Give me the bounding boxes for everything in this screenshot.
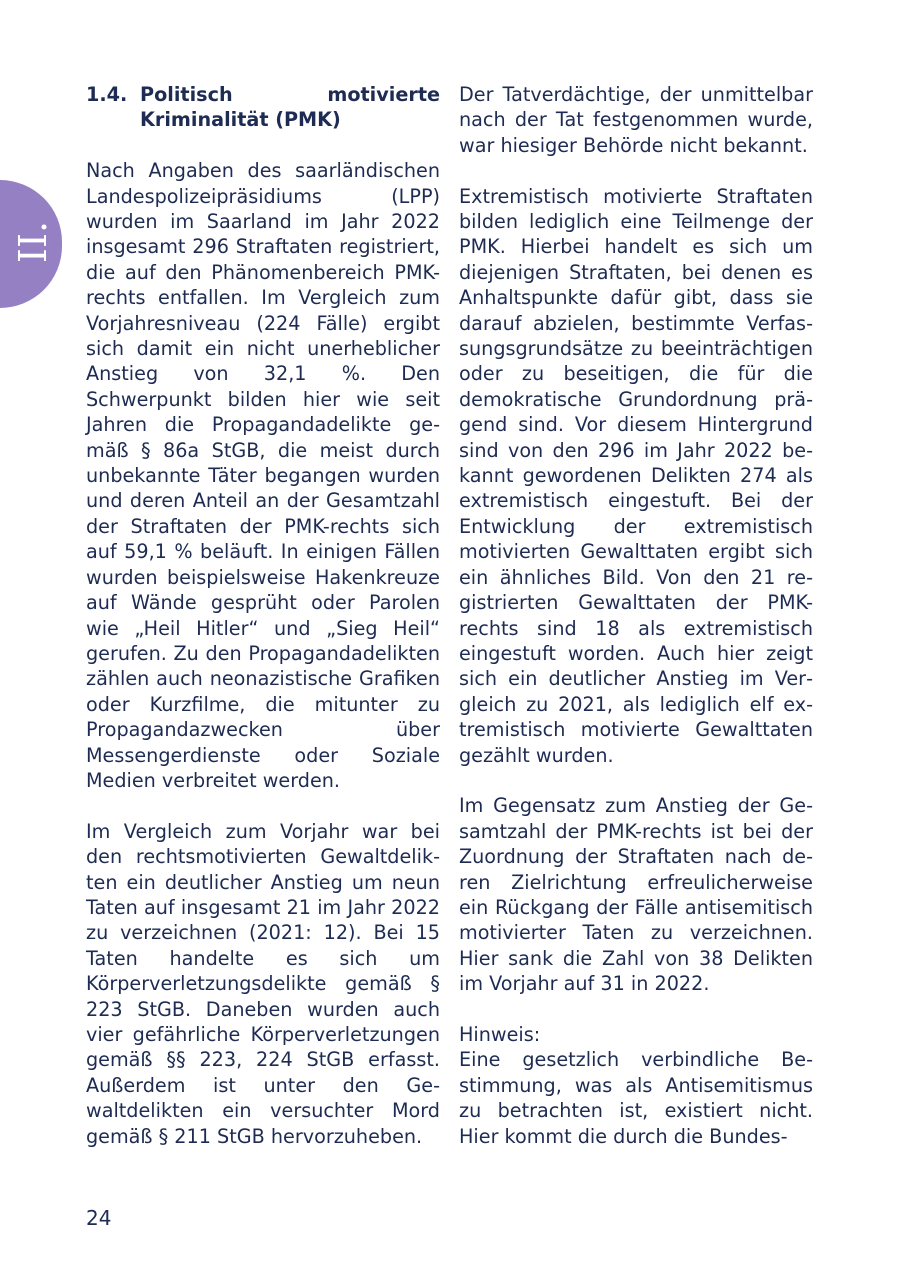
- left-column: [86, 82, 440, 1174]
- paragraph: Extremistisch motivierte Straftaten bilden lediglich eine Teilmenge der PMK. Hierbei handelt es sich um diejenigen Straftaten, bei denen es Anhaltspunkte dafür gibt, dass sie darauf abzielen, bestimmte Verfassungsgrundsätze zu beeinträchtigen oder zu beseitigen, die für die demokratische Grundordnung prägend sind. Vor diesem Hintergrund sind von den 296 im Jahr 2022 bekannt gewordenen Delikten 274 als extremistisch eingestuft. Bei der Entwicklung der extremistisch motivierten Gewalttaten ergibt sich ein ähnliches Bild. Von den 21 registrierten Gewalttaten der PMK-rechts sind 18 als extremistisch eingestuft worden. Auch hier zeigt sich ein deutlicher Anstieg im Vergleich zu 2021, als lediglich elf extremistisch motivierte Gewalttaten gezählt wurden.: [459, 184, 813, 767]
- paragraph: Im Vergleich zum Vorjahr war bei den rechtsmotivierten Gewaltdelikten ein deutlicher Anstieg um neun Taten auf insgesamt 21 im Jahr 2022 zu verzeichnen (2021: 12). Bei 15 Taten handelte es sich um Körperverletzungsdelikte gemäß § 223 StGB. Daneben wurden auch vier gefährliche Körperverletzungen gemäß §§ 223, 224 StGB erfasst. Außerdem ist unter den Gewaltdelikten ein versuchter Mord gemäß § 211 StGB hervorzuheben.: [86, 819, 440, 1148]
- section-title: Politisch motivierte Kriminalität (PMK): [140, 83, 440, 132]
- note-text: Eine gesetzlich verbindliche Bestimmung, was als Antisemitismus zu betrachten ist, existiert nicht. Hier kommt die durch die Bundes-: [459, 1048, 813, 1148]
- right-column: [459, 82, 813, 1149]
- section-heading: [86, 82, 440, 133]
- paragraph: Der Tatverdächtige, der unmittelbar nach der Tat festgenommen wurde, war hiesiger Behörde nicht bekannt.: [459, 83, 813, 157]
- chapter-tab-label: II.: [11, 220, 55, 264]
- note-label: Hinweis:: [459, 1022, 541, 1046]
- section-number: 1.4.: [86, 83, 128, 106]
- page-number: 24: [86, 1206, 112, 1230]
- paragraph: Nach Angaben des saarländischen Landespolizeipräsidiums (LPP) wurden im Saarland im Jahr 2022 insgesamt 296 Straftaten registriert, die auf den Phänomenbereich PMK-rechts entfallen. Im Vergleich zum Vorjahresniveau (224 Fälle) ergibt sich damit ein nicht unerheblicher Anstieg von 32,1 %. Den Schwerpunkt bilden hier wie seit Jahren die Propagandadelikte gemäß § 86a StGB, die meist durch unbekannte Täter begangen wurden und deren Anteil an der Gesamtzahl der Straftaten der PMK-rechts sich auf 59,1 % beläuft. In einigen Fällen wurden beispielsweise Hakenkreuze auf Wände gesprüht oder Parolen wie „Heil Hitler“ und „Sieg Heil“ gerufen. Zu den Propagandadelikten zählen auch neonazistische Grafiken oder Kurzfilme, die mitunter zu Propagandazwecken über Messengerdienste oder Soziale Medien verbreitet werden.: [86, 159, 440, 792]
- paragraph: Im Gegensatz zum Anstieg der Gesamtzahl der PMK-rechts ist bei der Zuordnung der Straftaten nach deren Zielrichtung erfreulicherweise ein Rückgang der Fälle antisemitisch motivierter Taten zu verzeichnen. Hier sank die Zahl von 38 Delikten im Vorjahr auf 31 in 2022.: [459, 794, 813, 996]
